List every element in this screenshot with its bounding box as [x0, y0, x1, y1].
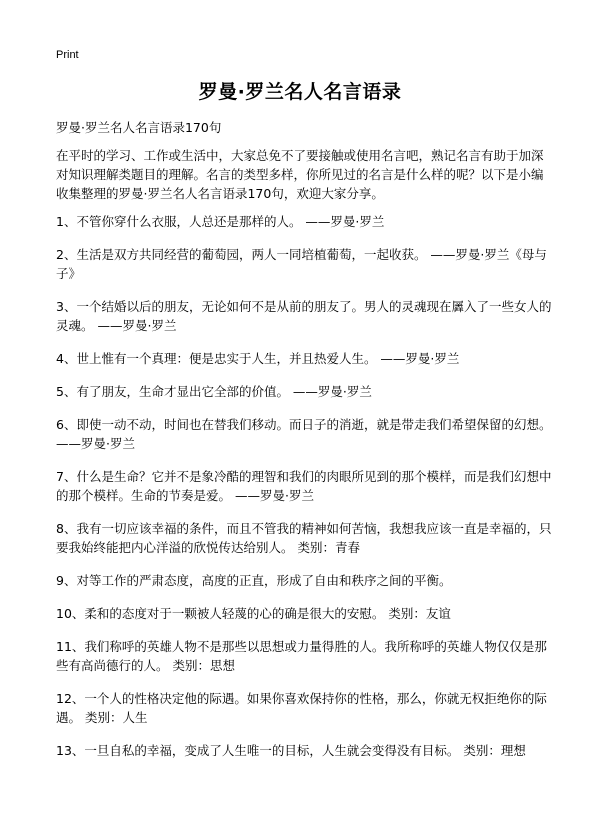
page-subtitle: 罗曼·罗兰名人名言语录170句: [56, 120, 222, 135]
quote-item: 5、有了朋友，生命才显出它全部的价值。 ——罗曼·罗兰: [56, 384, 372, 399]
quote-item: 13、一旦自私的幸福，变成了人生唯一的目标，人生就会变得没有目标。 类别：理想: [56, 743, 526, 758]
quote-item: 6、即使一动不动，时间也在替我们移动。而日子的消逝，就是带走我们希望保留的幻想。 ——罗曼·罗兰: [56, 417, 552, 451]
quote-item: 4、世上惟有一个真理：便是忠实于人生，并且热爱人生。 ——罗曼·罗兰: [56, 351, 460, 366]
intro-paragraph: 在平时的学习、工作或生活中，大家总免不了要接触或使用名言吧，熟记名言有助于加深对知识理解类题目的理解。名言的类型多样，你所见过的名言是什么样的呢？以下是小编收集整理的罗曼·罗兰名人名言语录170句，欢迎大家分享。: [56, 148, 544, 201]
quote-item: 1、不管你穿什么衣服，人总还是那样的人。 ——罗曼·罗兰: [56, 214, 385, 229]
page-title: 罗曼·罗兰名人名言语录: [198, 81, 402, 103]
quote-item: 12、一个人的性格决定他的际遇。如果你喜欢保持你的性格，那么，你就无权拒绝你的际遇。 类别：人生: [56, 691, 547, 725]
quote-item: 11、我们称呼的英雄人物不是那些以思想或力量得胜的人。我所称呼的英雄人物仅仅是那些有高尚德行的人。 类别：思想: [56, 639, 547, 673]
quote-item: 3、一个结婚以后的朋友，无论如何不是从前的朋友了。男人的灵魂现在羼入了一些女人的灵魂。 ——罗曼·罗兰: [56, 299, 552, 333]
quote-item: 7、什么是生命？它并不是象冷酷的理智和我们的肉眼所见到的那个模样，而是我们幻想中的那个模样。生命的节奏是爱。 ——罗曼·罗兰: [56, 469, 552, 503]
quote-item: 10、柔和的态度对于一颗被人轻蔑的心的确是很大的安慰。 类别：友谊: [56, 606, 451, 621]
print-label: Print: [56, 49, 79, 61]
quote-list: [56, 212, 552, 774]
quote-item: 8、我有一切应该幸福的条件，而且不管我的精神如何苦恼，我想我应该一直是幸福的，只要我始终能把内心洋溢的欣悦传达给别人。 类别：青春: [56, 521, 552, 555]
quote-item: 9、对等工作的严肃态度，高度的正直，形成了自由和秩序之间的平衡。: [56, 573, 452, 588]
quote-item: 2、生活是双方共同经营的葡萄园，两人一同培植葡萄，一起收获。 ——罗曼·罗兰《母与子》: [56, 247, 547, 281]
